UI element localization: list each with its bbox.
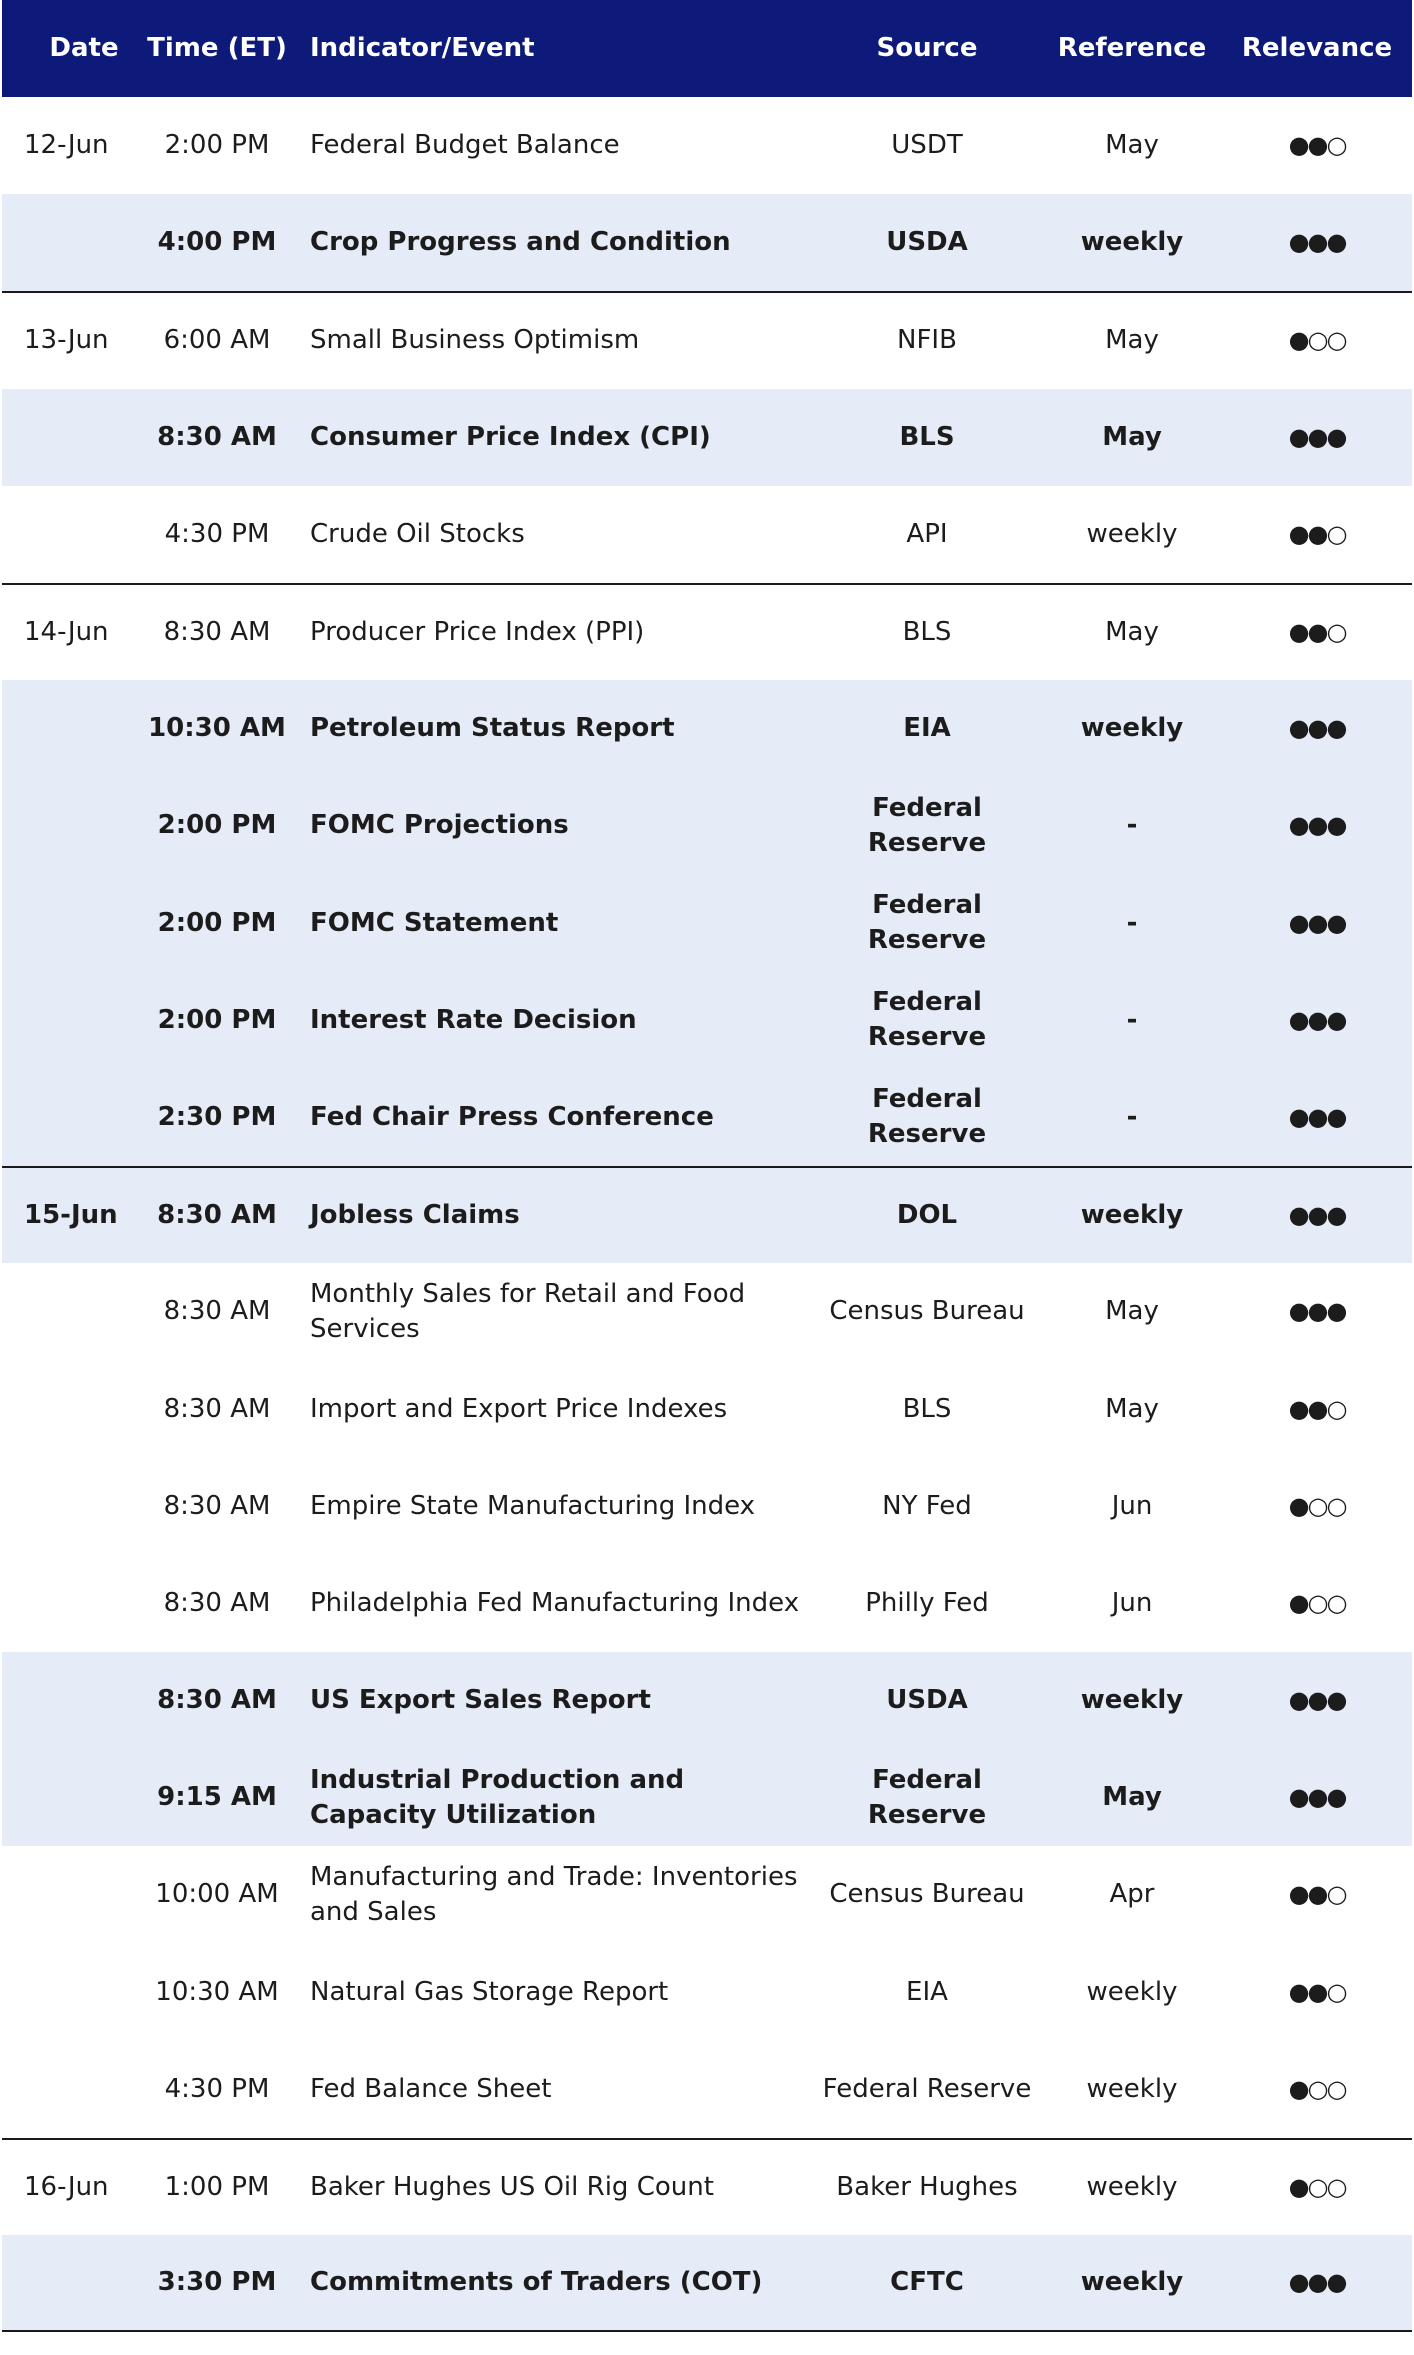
row-relevance [1222,1555,1412,1652]
row-date [24,875,144,972]
row-event-text: Fed Balance Sheet [310,2073,552,2104]
row-reference [1042,293,1222,388]
row-time-text: 8:30 AM [163,1587,271,1618]
row-relevance-text: ●●● [1288,228,1346,257]
header-relevance: Relevance [1241,33,1393,63]
row-event-text: Manufacturing and Trade: Inventories and Sales [310,1861,798,1927]
row-event-text: Consumer Price Index (CPI) [310,421,711,452]
row-relevance [1222,2235,1412,2330]
row-source-text: BLS [902,1393,952,1424]
row-reference-text: weekly [1080,227,1184,258]
row-date-text: 16-Jun [24,2172,109,2203]
row-source [812,1652,1042,1749]
table-row [2,389,1412,486]
row-reference-text: - [1126,810,1138,841]
row-reference [1042,1652,1222,1749]
row-source [812,1263,1042,1360]
row-source [812,585,1042,680]
row-event-text: Philadelphia Fed Manufacturing Index [310,1587,800,1618]
row-source [812,1360,1042,1457]
row-event-text: Small Business Optimism [310,325,640,356]
row-event-text: Jobless Claims [310,1200,520,1231]
row-relevance-text: ●●○ [1288,1880,1346,1909]
row-relevance-text: ●●● [1288,811,1346,840]
row-source-text: Federal Reserve [867,987,987,1053]
row-event-text: Crop Progress and Condition [310,227,731,258]
row-source-text: USDA [886,227,968,258]
row-event [310,2235,800,2330]
row-reference [1042,486,1222,583]
row-event-text: Industrial Production and Capacity Utilization [310,1764,685,1830]
row-time-text: 8:30 AM [157,1200,277,1231]
row-source-text: BLS [902,617,952,648]
row-source-text: USDT [891,130,963,161]
row-reference-text: weekly [1080,1200,1184,1231]
row-relevance [1222,1944,1412,2041]
table-row [2,1846,1412,1943]
row-reference [1042,1846,1222,1943]
row-reference [1042,2140,1222,2235]
row-source-text: NFIB [897,325,957,356]
row-relevance [1222,585,1412,680]
row-date [24,293,144,388]
row-relevance [1222,875,1412,972]
row-source-text: CFTC [890,2267,964,2298]
row-date-text: 14-Jun [24,617,109,648]
row-reference [1042,97,1222,194]
row-time-text: 8:30 AM [157,421,277,452]
row-source [812,389,1042,486]
row-time-text: 8:30 AM [157,1685,277,1716]
row-source [812,1069,1042,1166]
row-date [24,1168,144,1263]
row-reference [1042,2235,1222,2330]
row-date [24,585,144,680]
row-time [142,97,292,194]
row-reference [1042,1555,1222,1652]
row-source-text: EIA [906,1976,948,2007]
row-reference [1042,875,1222,972]
table-row [2,486,1412,583]
row-source [812,1846,1042,1943]
row-source [812,1168,1042,1263]
row-relevance [1222,194,1412,291]
row-reference [1042,1458,1222,1555]
row-reference-text: - [1126,1004,1138,1035]
row-time-text: 2:30 PM [157,1101,277,1132]
row-time-text: 1:00 PM [164,2172,270,2203]
row-event-text: Natural Gas Storage Report [310,1976,669,2007]
row-time-text: 8:30 AM [163,617,271,648]
row-event [310,1069,800,1166]
row-date-text: 13-Jun [24,325,109,356]
row-relevance [1222,1652,1412,1749]
row-source-text: Federal Reserve [867,1764,987,1830]
row-event [310,293,800,388]
row-time-text: 2:00 PM [157,1004,277,1035]
header-source: Source [876,33,978,63]
row-event [310,1263,800,1360]
table-row [2,1263,1412,1360]
row-time [142,777,292,874]
row-reference [1042,1944,1222,2041]
table-row [2,583,1412,680]
row-reference [1042,194,1222,291]
row-time [142,2140,292,2235]
row-event [310,97,800,194]
row-event-text: Commitments of Traders (COT) [310,2267,763,2298]
row-time-text: 8:30 AM [163,1393,271,1424]
row-reference-text: Apr [1109,1879,1155,1910]
table-row [2,1458,1412,1555]
row-source-text: Baker Hughes [836,2172,1018,2203]
row-time [142,1069,292,1166]
row-relevance [1222,293,1412,388]
row-event [310,2140,800,2235]
row-date [24,2235,144,2330]
table-row [2,1555,1412,1652]
row-date [24,1263,144,1360]
row-relevance-text: ●●● [1288,908,1346,937]
row-event [310,1749,800,1846]
row-time [142,194,292,291]
row-time-text: 9:15 AM [157,1782,277,1813]
row-event [310,1944,800,2041]
table-row [2,1652,1412,1749]
row-time [142,1555,292,1652]
row-reference-text: May [1102,421,1162,452]
row-relevance-text: ●●○ [1288,1394,1346,1423]
row-event [310,2041,800,2138]
row-source-text: Federal Reserve [867,1084,987,1150]
row-source [812,777,1042,874]
table-row [2,1166,1412,1263]
row-relevance-text: ●●● [1288,1297,1346,1326]
row-date [24,194,144,291]
row-reference-text: Jun [1111,1587,1153,1618]
row-time [142,680,292,777]
table-row [2,2138,1412,2235]
row-time-text: 2:00 PM [157,907,277,938]
row-source-text: USDA [886,1685,968,1716]
row-event-text: Federal Budget Balance [310,130,620,161]
row-event [310,1168,800,1263]
row-event-text: Monthly Sales for Retail and Food Services [310,1278,746,1344]
row-source [812,293,1042,388]
row-relevance [1222,972,1412,1069]
row-event [310,1458,800,1555]
row-relevance-text: ●●○ [1288,618,1346,647]
row-date [24,2041,144,2138]
row-source [812,194,1042,291]
header-event: Indicator/Event [310,33,535,63]
row-relevance [1222,1458,1412,1555]
row-reference [1042,680,1222,777]
row-source [812,97,1042,194]
row-relevance-text: ●○○ [1288,1588,1346,1617]
row-relevance-text: ●●○ [1288,131,1346,160]
row-time [142,1263,292,1360]
row-event [310,777,800,874]
table-header [2,0,1412,97]
row-event [310,1555,800,1652]
row-time-text: 4:00 PM [157,227,277,258]
row-source-text: Census Bureau [829,1879,1025,1910]
row-reference [1042,1360,1222,1457]
row-source [812,1944,1042,2041]
row-date [24,97,144,194]
row-source [812,486,1042,583]
economic-calendar-table [2,0,1412,2332]
row-reference [1042,1749,1222,1846]
row-time [142,875,292,972]
row-time-text: 3:30 PM [157,2267,277,2298]
row-relevance [1222,1069,1412,1166]
row-relevance [1222,1749,1412,1846]
row-relevance [1222,777,1412,874]
row-date [24,1846,144,1943]
row-time [142,2041,292,2138]
row-relevance [1222,1263,1412,1360]
row-reference-text: May [1105,617,1159,648]
header-time: Time (ET) [147,33,287,63]
row-event-text: Crude Oil Stocks [310,518,525,549]
row-event [310,389,800,486]
row-time [142,389,292,486]
row-reference-text: Jun [1111,1490,1153,1521]
row-source [812,2140,1042,2235]
row-relevance [1222,2041,1412,2138]
row-event-text: FOMC Projections [310,810,569,841]
row-source [812,680,1042,777]
row-source-text: BLS [899,421,955,452]
row-source-text: Census Bureau [829,1296,1025,1327]
row-time [142,1168,292,1263]
row-date [24,1458,144,1555]
row-reference-text: May [1102,1782,1162,1813]
row-event-text: Empire State Manufacturing Index [310,1490,756,1521]
row-reference-text: May [1105,1393,1159,1424]
row-event-text: Producer Price Index (PPI) [310,617,645,648]
row-source [812,1555,1042,1652]
row-relevance-text: ●●● [1288,1201,1346,1230]
row-event-text: Import and Export Price Indexes [310,1393,728,1424]
row-time [142,1360,292,1457]
row-time-text: 8:30 AM [163,1490,271,1521]
row-date [24,2140,144,2235]
row-date-text: 15-Jun [24,1200,118,1231]
row-relevance-text: ●●● [1288,1783,1346,1812]
row-date [24,1944,144,2041]
table-row [2,97,1412,194]
row-relevance-text: ●○○ [1288,1491,1346,1520]
row-time-text: 2:00 PM [164,130,270,161]
row-source [812,972,1042,1069]
row-reference-text: May [1105,130,1159,161]
row-event-text: Fed Chair Press Conference [310,1101,714,1132]
row-event [310,1846,800,1943]
row-date [24,680,144,777]
row-source [812,1749,1042,1846]
row-time-text: 2:00 PM [157,810,277,841]
row-source-text: API [906,518,948,549]
row-event-text: US Export Sales Report [310,1685,651,1716]
row-time [142,486,292,583]
row-relevance-text: ●○○ [1288,326,1346,355]
table-row [2,2235,1412,2332]
header-reference: Reference [1057,33,1207,63]
row-relevance [1222,1360,1412,1457]
row-reference-text: May [1105,1296,1159,1327]
row-source-text: Federal Reserve [867,792,987,858]
row-source [812,2235,1042,2330]
row-reference [1042,1069,1222,1166]
row-source-text: EIA [903,713,951,744]
header-date: Date [49,33,119,63]
row-date [24,777,144,874]
row-relevance [1222,389,1412,486]
row-event [310,1360,800,1457]
row-time [142,1458,292,1555]
row-event [310,194,800,291]
row-relevance-text: ●○○ [1288,2074,1346,2103]
row-date [24,1652,144,1749]
row-time-text: 6:00 AM [163,325,271,356]
row-relevance-text: ●●● [1288,1005,1346,1034]
row-relevance-text: ●○○ [1288,2173,1346,2202]
table-row [2,1069,1412,1166]
row-time-text: 4:30 PM [164,518,270,549]
row-event [310,680,800,777]
row-time-text: 10:00 AM [155,1879,279,1910]
row-relevance [1222,486,1412,583]
row-reference [1042,585,1222,680]
row-relevance [1222,2140,1412,2235]
row-event [310,486,800,583]
row-reference-text: weekly [1086,518,1178,549]
row-relevance-text: ●●● [1288,714,1346,743]
row-event-text: Petroleum Status Report [310,713,675,744]
row-time [142,585,292,680]
row-reference [1042,1263,1222,1360]
table-body [2,97,1412,2332]
table-row [2,680,1412,777]
row-reference-text: weekly [1086,2073,1178,2104]
row-event-text: Interest Rate Decision [310,1004,637,1035]
row-reference-text: weekly [1080,2267,1184,2298]
row-time [142,1944,292,2041]
row-source-text: DOL [896,1200,958,1231]
row-time [142,2235,292,2330]
row-source [812,875,1042,972]
row-reference [1042,972,1222,1069]
row-date [24,972,144,1069]
row-reference [1042,1168,1222,1263]
row-reference-text: weekly [1080,1685,1184,1716]
table-row [2,1944,1412,2041]
row-event [310,585,800,680]
row-relevance [1222,1168,1412,1263]
row-relevance [1222,97,1412,194]
row-reference [1042,777,1222,874]
table-row [2,1749,1412,1846]
row-reference-text: weekly [1086,1976,1178,2007]
row-time-text: 8:30 AM [163,1296,271,1327]
row-source [812,1458,1042,1555]
row-source-text: NY Fed [882,1490,972,1521]
row-date [24,486,144,583]
row-relevance-text: ●●○ [1288,519,1346,548]
table-row [2,2041,1412,2138]
row-time-text: 4:30 PM [164,2073,270,2104]
row-time-text: 10:30 AM [148,713,286,744]
row-event [310,972,800,1069]
row-date [24,1555,144,1652]
row-source [812,2041,1042,2138]
row-time [142,1749,292,1846]
row-date [24,1749,144,1846]
row-reference-text: weekly [1080,713,1184,744]
row-relevance-text: ●●● [1288,422,1346,451]
row-reference-text: - [1126,1101,1138,1132]
row-relevance-text: ●●● [1288,1102,1346,1131]
table-row [2,777,1412,874]
row-time [142,1652,292,1749]
row-source-text: Philly Fed [865,1587,989,1618]
row-event-text: FOMC Statement [310,907,559,938]
row-time-text: 10:30 AM [155,1976,279,2007]
row-time [142,293,292,388]
row-relevance-text: ●●○ [1288,1977,1346,2006]
row-relevance [1222,1846,1412,1943]
row-relevance-text: ●●● [1288,2268,1346,2297]
table-row [2,1360,1412,1457]
row-relevance-text: ●●● [1288,1686,1346,1715]
row-reference [1042,2041,1222,2138]
row-reference-text: - [1126,907,1138,938]
table-row [2,972,1412,1069]
table-row [2,875,1412,972]
table-row [2,291,1412,388]
row-reference-text: May [1105,325,1159,356]
table-row [2,194,1412,291]
row-source-text: Federal Reserve [867,890,987,956]
row-time [142,972,292,1069]
row-reference-text: weekly [1086,2172,1178,2203]
row-date [24,1360,144,1457]
row-time [142,1846,292,1943]
row-reference [1042,389,1222,486]
row-relevance [1222,680,1412,777]
row-event [310,875,800,972]
row-date [24,389,144,486]
row-event-text: Baker Hughes US Oil Rig Count [310,2172,714,2203]
row-source-text: Federal Reserve [822,2073,1032,2104]
row-date [24,1069,144,1166]
row-event [310,1652,800,1749]
row-date-text: 12-Jun [24,130,109,161]
